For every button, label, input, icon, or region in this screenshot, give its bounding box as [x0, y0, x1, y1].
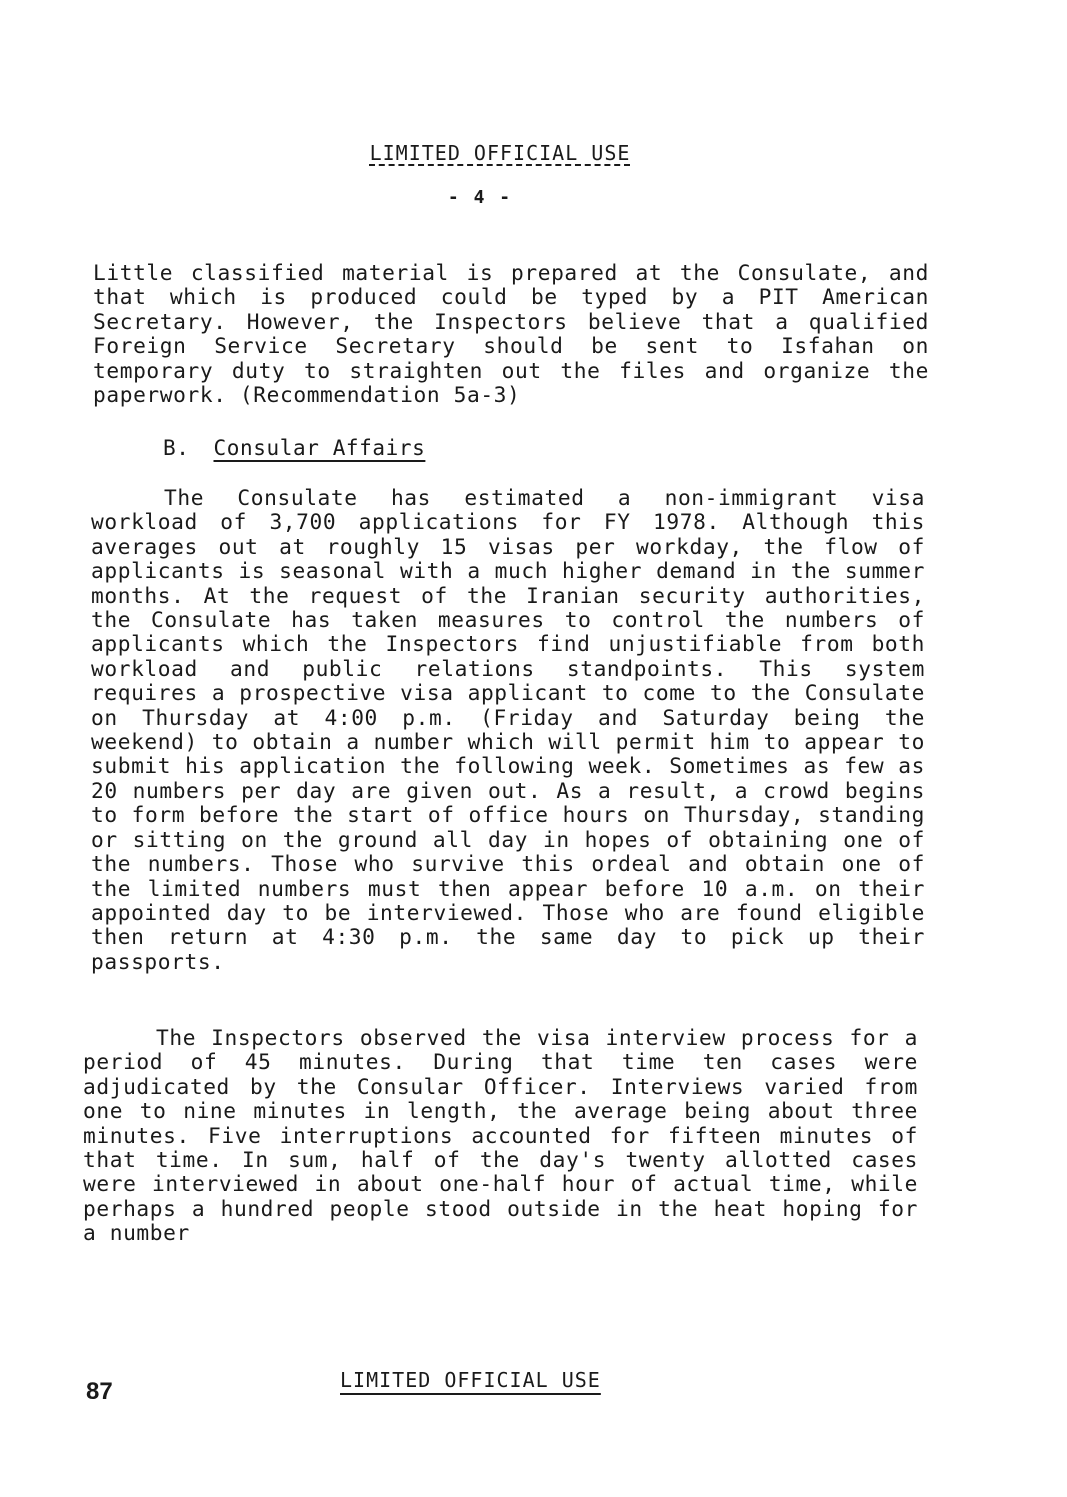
section-title: Consular Affairs	[213, 436, 426, 460]
page-number: - 4 -	[447, 187, 513, 208]
footer-classification-marking: LIMITED OFFICIAL USE	[340, 1368, 601, 1392]
paragraph-classified-material: Little classified material is prepared at the Consulate, and that which is produced could be typed by a PIT American Secretary. However, the Inspectors believe that a qualified Foreign Service Secretary should be sent to Isfahan on temporary duty to straighten out the files and organize the paperwork. (Recommendation 5a-3)	[93, 260, 929, 408]
section-heading	[163, 436, 425, 460]
folio-number: 87	[86, 1378, 113, 1405]
paragraph-visa-workload: The Consulate has estimated a non-immigrant visa workload of 3,700 applications for FY 1978. Although this averages out at roughly 15 visas per workday, the flow of applicants is seasonal with a much higher demand in the summer months. At the request of the Iranian security authorities, the Consulate has taken measures to control the numbers of applicants which the Inspectors find unjustifiable from both workload and public relations standpoints. This system requires a prospective visa applicant to come to the Consulate on Thursday at 4:00 p.m. (Friday and Saturday being the weekend) to obtain a number which will permit him to appear to submit his application the following week. Sometimes as few as 20 numbers per day are given out. As a result, a crowd begins to form before the start of office hours on Thursday, standing or sitting on the ground all day in hopes of obtaining one of the numbers. Those who survive this ordeal and obtain one of the limited numbers must then appear before 10 a.m. on their appointed day to be interviewed. Those who are found eligible then return at 4:30 p.m. the same day to pick up their passports.	[91, 485, 925, 974]
header-classification-marking: LIMITED OFFICIAL USE	[369, 141, 631, 165]
paragraph-interview-process: The Inspectors observed the visa interview process for a period of 45 minutes. During that time ten cases were adjudicated by the Consular Officer. Interviews varied from one to nine minutes in length, the average being about three minutes. Five interruptions accounted for fifteen minutes of that time. In sum, half of the day's twenty allotted cases were interviewed in about one-half hour of actual time, while perhaps a hundred people stood outside in the heat hoping for a number	[83, 1025, 918, 1246]
section-letter: B.	[163, 436, 190, 460]
